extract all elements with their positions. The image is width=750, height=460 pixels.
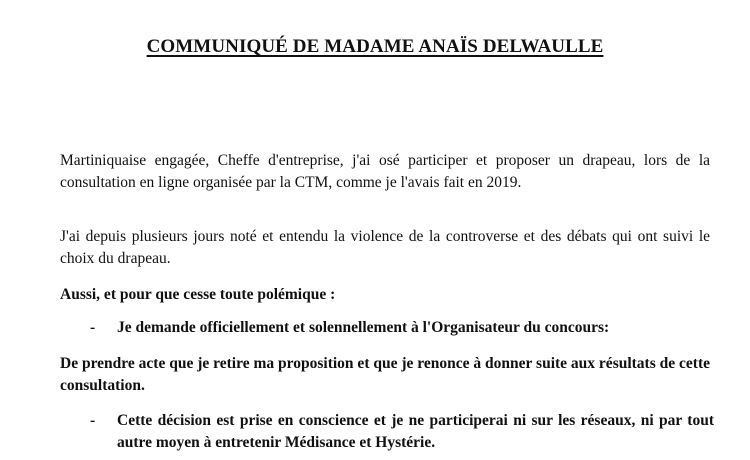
bullet-request-text: Je demande officiellement et solennellement à l'Organisateur du concours: bbox=[117, 319, 610, 336]
paragraph-introduction: Martiniquaise engagée, Cheffe d'entreprise, j'ai osé participer et proposer un drapeau, lors de la consultation en ligne organisée par la CTM, comme je l'avais fait en 2019. bbox=[60, 152, 710, 191]
document-title: COMMUNIQUÉ DE MADAME ANAÏS DELWAULLE bbox=[146, 36, 604, 57]
bullet-dash: - bbox=[90, 412, 96, 429]
bullet-decision-text: Cette décision est prise en conscience et je ne participerai ni sur les réseaux, ni par tout autre moyen à entretenir Médisance et Hystérie. bbox=[117, 412, 714, 451]
bullet-dash: - bbox=[90, 319, 96, 336]
bullet-request bbox=[90, 317, 714, 339]
paragraph-announcement: Aussi, et pour que cesse toute polémique : bbox=[60, 286, 336, 303]
paragraph-controversy: J'ai depuis plusieurs jours noté et entendu la violence de la controverse et des débats qui ont suivi le choix du drapeau. bbox=[60, 228, 710, 267]
bullet-decision bbox=[90, 410, 714, 454]
paragraph-withdrawal: De prendre acte que je retire ma proposition et que je renonce à donner suite aux résultats de cette consultation. bbox=[60, 355, 710, 394]
